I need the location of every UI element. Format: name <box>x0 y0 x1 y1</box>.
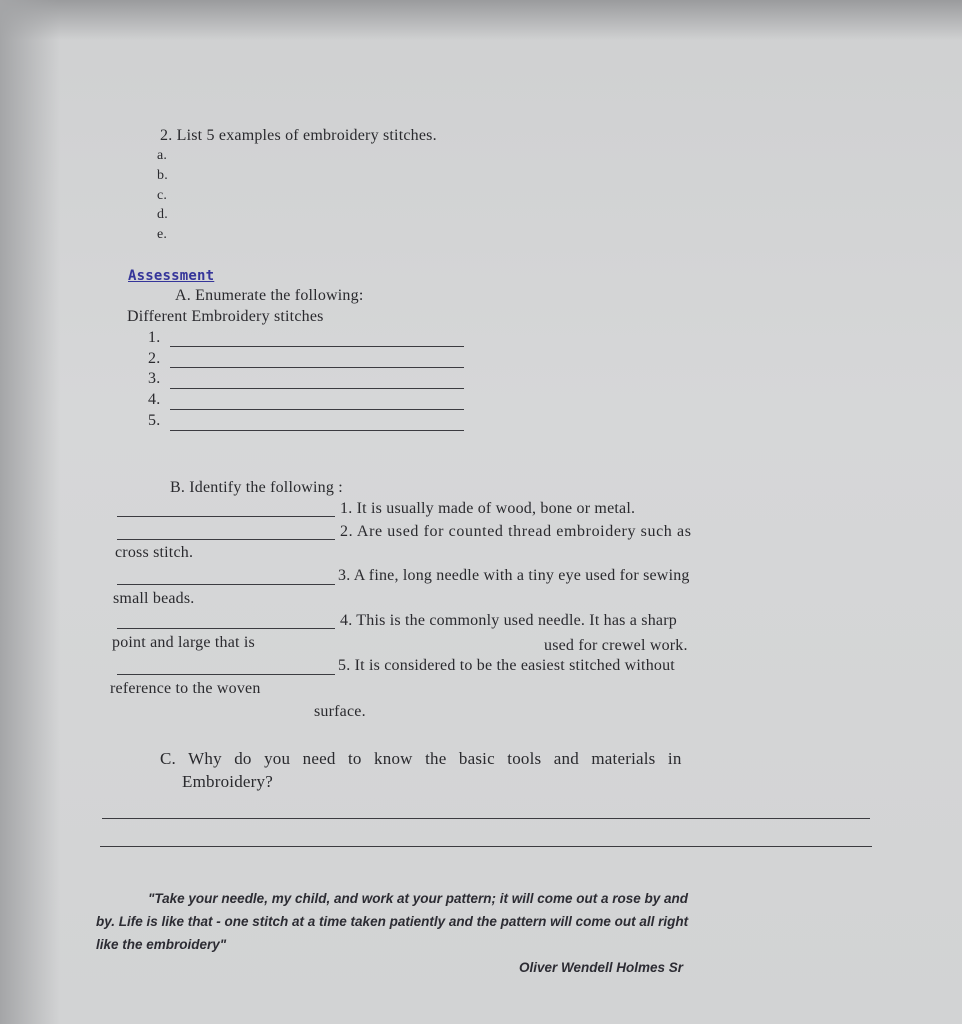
identify-item-5: 5. It is considered to be the easiest stitched without <box>338 657 675 674</box>
q2-letter-b: b. <box>157 168 168 183</box>
identify-item-3: 3. A fine, long needle with a tiny eye used for sewing <box>338 567 690 584</box>
page-top-shadow <box>0 0 962 40</box>
quote-line-3: like the embroidery" <box>96 937 227 952</box>
enum-number-4: 4. <box>148 391 161 408</box>
identify-item-4: 4. This is the commonly used needle. It has a sharp <box>340 612 677 629</box>
part-a-title: A. Enumerate the following: <box>175 287 364 304</box>
page-left-shadow <box>0 0 60 1024</box>
identify-blank-3[interactable] <box>117 584 335 585</box>
identify-blank-2[interactable] <box>117 539 335 540</box>
identify-item-1: 1. It is usually made of wood, bone or metal. <box>340 500 636 517</box>
enum-number-2: 2. <box>148 350 161 367</box>
quote-line-1: "Take your needle, my child, and work at your pattern; it will come out a rose by and <box>148 891 689 906</box>
identify-item-5-cont: reference to the woven <box>110 680 261 697</box>
part-c-question: C. Why do you need to know the basic tools and materials in <box>160 749 682 768</box>
q2-letter-e: e. <box>157 227 168 242</box>
identify-item-4-cont-b: used for crewel work. <box>544 637 688 654</box>
enum-blank-3[interactable] <box>170 388 464 389</box>
enum-number-3: 3. <box>148 370 161 387</box>
enum-number-5: 5. <box>148 412 161 429</box>
enum-number-1: 1. <box>148 329 161 346</box>
part-c-answer-line-2[interactable] <box>100 846 872 847</box>
identify-item-5-cont2: surface. <box>314 703 366 720</box>
identify-item-3-cont: small beads. <box>113 590 195 607</box>
part-b-title: B. Identify the following : <box>170 479 343 496</box>
enum-blank-4[interactable] <box>170 409 464 410</box>
part-c-question-cont: Embroidery? <box>182 772 273 791</box>
enum-blank-1[interactable] <box>170 346 464 347</box>
question-2-title: 2. List 5 examples of embroidery stitches. <box>160 127 437 144</box>
enum-blank-5[interactable] <box>170 430 464 431</box>
identify-blank-5[interactable] <box>117 674 335 675</box>
assessment-heading: Assessment <box>128 268 215 284</box>
identify-blank-1[interactable] <box>117 516 335 517</box>
part-c-answer-line-1[interactable] <box>102 818 870 819</box>
identify-blank-4[interactable] <box>117 628 335 629</box>
identify-item-2-cont: cross stitch. <box>115 544 194 561</box>
q2-letter-c: c. <box>157 188 168 203</box>
quote-line-2: by. Life is like that - one stitch at a time taken patiently and the pattern will come out all right <box>96 914 689 929</box>
identify-item-4-cont-a: point and large that is <box>112 634 255 651</box>
identify-item-2: 2. Are used for counted thread embroidery such as <box>340 523 692 540</box>
q2-letter-d: d. <box>157 207 168 222</box>
q2-letter-a: a. <box>157 148 168 163</box>
quote-author: Oliver Wendell Holmes Sr <box>519 960 684 975</box>
enum-blank-2[interactable] <box>170 367 464 368</box>
part-a-subtitle: Different Embroidery stitches <box>127 308 324 325</box>
